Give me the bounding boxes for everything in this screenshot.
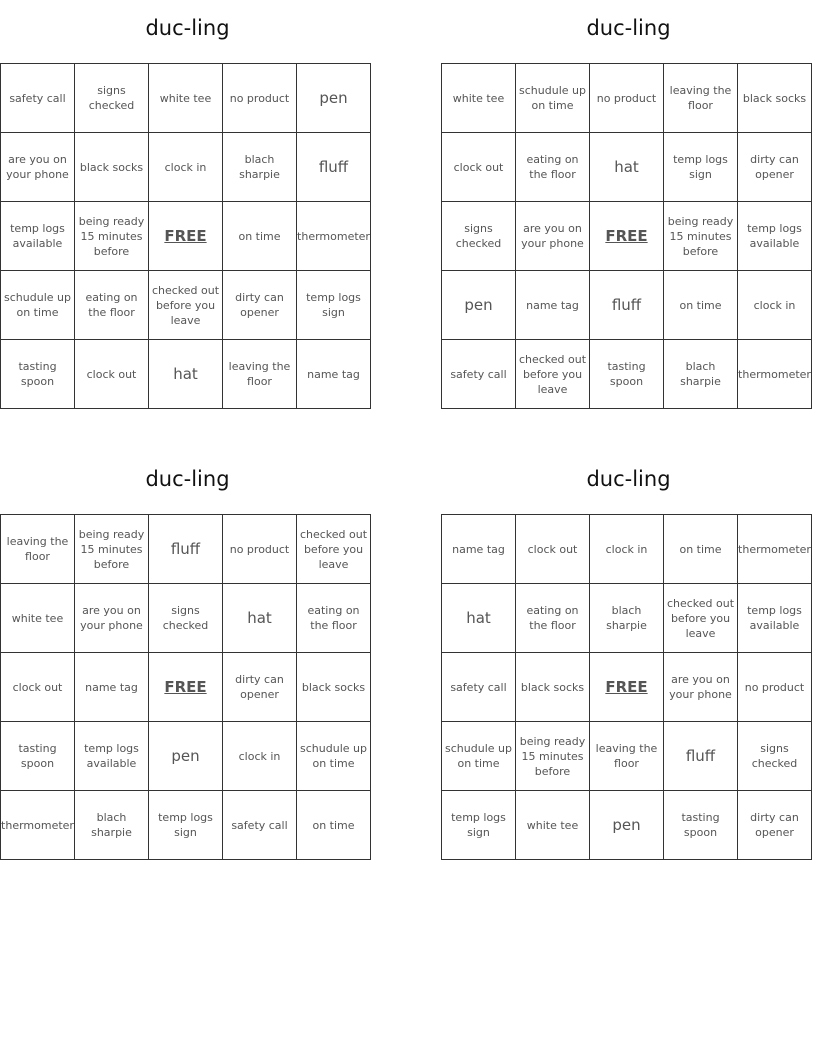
bingo-cell-label: on time xyxy=(679,298,722,312)
bingo-cell[interactable] xyxy=(297,653,371,722)
bingo-cell-label: FREE xyxy=(164,226,207,245)
bingo-cell-label: being ready 15 minutes before xyxy=(667,214,734,258)
bingo-cell[interactable] xyxy=(223,584,297,653)
bingo-cell-label: name tag xyxy=(526,298,579,312)
bingo-cell[interactable] xyxy=(738,653,812,722)
card-title: duc-ling xyxy=(145,16,230,40)
bingo-card-2 xyxy=(441,8,816,408)
bingo-cell[interactable] xyxy=(664,271,738,340)
bingo-cell-label: black socks xyxy=(79,160,144,174)
bingo-cell[interactable] xyxy=(223,515,297,584)
bingo-cell[interactable] xyxy=(664,133,738,202)
bingo-cell[interactable] xyxy=(297,515,371,584)
bingo-cell[interactable] xyxy=(516,202,590,271)
bingo-cell[interactable] xyxy=(738,271,812,340)
bingo-cell-label: being ready 15 minutes before xyxy=(519,734,586,778)
bingo-cell[interactable] xyxy=(590,791,664,860)
bingo-cell-label: dirty can opener xyxy=(750,811,799,839)
bingo-cell-label: white tee xyxy=(159,91,212,105)
bingo-cell[interactable] xyxy=(516,653,590,722)
bingo-cell-label: clock out xyxy=(527,542,578,556)
bingo-cell[interactable] xyxy=(738,340,812,409)
bingo-cell[interactable] xyxy=(297,791,371,860)
bingo-cell-label: clock out xyxy=(453,160,504,174)
bingo-cell[interactable] xyxy=(738,64,812,133)
bingo-cell[interactable] xyxy=(1,133,75,202)
bingo-cell-label: checked out before you leave xyxy=(518,352,587,396)
bingo-cell-label: safety call xyxy=(9,91,66,105)
bingo-cell[interactable] xyxy=(442,791,516,860)
bingo-cell[interactable] xyxy=(738,202,812,271)
bingo-cell[interactable] xyxy=(223,340,297,409)
bingo-cell-label: pen xyxy=(319,88,348,107)
bingo-cell[interactable] xyxy=(297,584,371,653)
bingo-cell-label: schudule up on time xyxy=(445,742,512,770)
bingo-cell[interactable] xyxy=(297,722,371,791)
bingo-cell-label: on time xyxy=(312,818,355,832)
bingo-grid xyxy=(0,514,371,860)
bingo-cell[interactable] xyxy=(738,722,812,791)
bingo-cell[interactable] xyxy=(664,722,738,791)
bingo-cell[interactable] xyxy=(664,202,738,271)
bingo-cell-label: FREE xyxy=(605,226,648,245)
bingo-cell[interactable] xyxy=(664,584,738,653)
bingo-cell-label: eating on the floor xyxy=(307,604,360,632)
bingo-cell[interactable] xyxy=(75,271,149,340)
bingo-cell-label: dirty can opener xyxy=(235,291,284,319)
bingo-cell[interactable] xyxy=(590,133,664,202)
bingo-cell[interactable] xyxy=(149,271,223,340)
bingo-cell-label: are you on your phone xyxy=(80,604,143,632)
bingo-cell-label: dirty can opener xyxy=(235,673,284,701)
bingo-cell-label: checked out before you leave xyxy=(299,527,368,571)
bingo-cell-label: black socks xyxy=(520,680,585,694)
bingo-cell[interactable] xyxy=(664,653,738,722)
bingo-cell-label: checked out before you leave xyxy=(666,596,735,640)
bingo-cell[interactable] xyxy=(442,722,516,791)
bingo-cell-label: temp logs available xyxy=(10,222,65,250)
bingo-cell[interactable] xyxy=(664,791,738,860)
bingo-cell-label: eating on the floor xyxy=(85,291,138,319)
bingo-cell[interactable] xyxy=(297,271,371,340)
card-title: duc-ling xyxy=(145,467,230,491)
bingo-cell[interactable] xyxy=(442,271,516,340)
bingo-cell[interactable] xyxy=(149,64,223,133)
bingo-cell[interactable] xyxy=(223,64,297,133)
bingo-cell-label: name tag xyxy=(452,542,505,556)
bingo-cell[interactable] xyxy=(1,722,75,791)
bingo-cell[interactable] xyxy=(442,340,516,409)
bingo-cell[interactable] xyxy=(75,653,149,722)
bingo-card-1 xyxy=(0,8,375,408)
bingo-cell-label: no product xyxy=(229,542,290,556)
bingo-cell[interactable] xyxy=(442,515,516,584)
bingo-cell-label: temp logs available xyxy=(84,742,139,770)
bingo-cell-label: pen xyxy=(171,746,200,765)
bingo-cell[interactable] xyxy=(442,133,516,202)
bingo-cell-label: hat xyxy=(173,364,198,383)
bingo-cell[interactable] xyxy=(223,653,297,722)
bingo-cell[interactable] xyxy=(297,64,371,133)
bingo-cell-label: blach sharpie xyxy=(239,153,280,181)
bingo-card-3 xyxy=(0,459,375,859)
bingo-cell-label: FREE xyxy=(164,677,207,696)
bingo-cell-label: blach sharpie xyxy=(91,811,132,839)
bingo-cell-label: hat xyxy=(247,608,272,627)
bingo-cell[interactable] xyxy=(75,133,149,202)
bingo-cell-label: schudule up on time xyxy=(4,291,71,319)
bingo-cell-label: leaving the floor xyxy=(595,742,658,770)
bingo-cell[interactable] xyxy=(442,584,516,653)
bingo-cell-label: name tag xyxy=(307,367,360,381)
bingo-cell[interactable] xyxy=(516,64,590,133)
bingo-cell[interactable] xyxy=(590,584,664,653)
bingo-cell-label: hat xyxy=(466,608,491,627)
bingo-cell[interactable] xyxy=(442,653,516,722)
bingo-cell[interactable] xyxy=(738,584,812,653)
bingo-cell[interactable] xyxy=(442,64,516,133)
bingo-cell-label: temp logs sign xyxy=(673,153,728,181)
bingo-cell-label: tasting spoon xyxy=(18,742,57,770)
bingo-cell[interactable] xyxy=(223,271,297,340)
bingo-cell-label: temp logs sign xyxy=(451,811,506,839)
bingo-cell-label: thermometer xyxy=(1,818,74,832)
bingo-cell-label: white tee xyxy=(11,611,64,625)
bingo-cell-label: pen xyxy=(612,815,641,834)
bingo-cell-label: white tee xyxy=(526,818,579,832)
card-title: duc-ling xyxy=(586,16,671,40)
bingo-cell[interactable] xyxy=(516,340,590,409)
bingo-cell[interactable] xyxy=(664,515,738,584)
bingo-cell-label: clock out xyxy=(12,680,63,694)
bingo-cell-label: signs checked xyxy=(88,84,135,112)
free-space-cell[interactable] xyxy=(590,653,664,722)
bingo-cell-label: hat xyxy=(614,157,639,176)
bingo-cell-label: FREE xyxy=(605,677,648,696)
bingo-cell[interactable] xyxy=(516,515,590,584)
bingo-cell-label: blach sharpie xyxy=(606,604,647,632)
bingo-cell-label: safety call xyxy=(450,367,507,381)
bingo-cell-label: no product xyxy=(229,91,290,105)
free-space-cell[interactable] xyxy=(149,202,223,271)
bingo-cell-label: checked out before you leave xyxy=(151,283,220,327)
bingo-cell-label: pen xyxy=(464,295,493,314)
bingo-cell[interactable] xyxy=(297,133,371,202)
bingo-grid xyxy=(0,63,371,409)
bingo-cell-label: are you on your phone xyxy=(669,673,732,701)
bingo-cell-label: leaving the floor xyxy=(669,84,732,112)
bingo-cell-label: thermometer xyxy=(297,229,370,243)
bingo-cell[interactable] xyxy=(149,340,223,409)
bingo-cell[interactable] xyxy=(1,584,75,653)
bingo-cell-label: signs checked xyxy=(455,222,502,250)
bingo-cell-label: fluff xyxy=(611,295,642,314)
bingo-cell-label: signs checked xyxy=(162,604,209,632)
bingo-cell[interactable] xyxy=(75,515,149,584)
bingo-cell[interactable] xyxy=(590,64,664,133)
bingo-cell-label: thermometer xyxy=(738,542,811,556)
bingo-cell[interactable] xyxy=(75,340,149,409)
bingo-cell-label: on time xyxy=(679,542,722,556)
bingo-cell[interactable] xyxy=(590,722,664,791)
bingo-cell-label: clock in xyxy=(238,749,281,763)
bingo-cell[interactable] xyxy=(1,340,75,409)
bingo-cell-label: temp logs available xyxy=(747,604,802,632)
bingo-cell-label: black socks xyxy=(742,91,807,105)
bingo-cell-label: no product xyxy=(744,680,805,694)
bingo-cell[interactable] xyxy=(149,722,223,791)
bingo-cell[interactable] xyxy=(223,791,297,860)
bingo-cell[interactable] xyxy=(75,64,149,133)
bingo-grid xyxy=(441,63,812,409)
bingo-cell-label: on time xyxy=(238,229,281,243)
bingo-cell-label: temp logs sign xyxy=(158,811,213,839)
bingo-cell-label: thermometer xyxy=(738,367,811,381)
bingo-cell[interactable] xyxy=(590,271,664,340)
bingo-grid xyxy=(441,514,812,860)
free-space-cell[interactable] xyxy=(590,202,664,271)
bingo-cell-label: eating on the floor xyxy=(526,153,579,181)
bingo-cell-label: leaving the floor xyxy=(6,535,69,563)
bingo-cell-label: leaving the floor xyxy=(228,360,291,388)
bingo-cell[interactable] xyxy=(149,584,223,653)
bingo-cell-label: schudule up on time xyxy=(300,742,367,770)
bingo-cell-label: fluff xyxy=(318,157,349,176)
bingo-cell[interactable] xyxy=(1,515,75,584)
bingo-cell[interactable] xyxy=(75,722,149,791)
bingo-cell-label: are you on your phone xyxy=(6,153,69,181)
bingo-cell-label: clock in xyxy=(605,542,648,556)
bingo-cell[interactable] xyxy=(1,202,75,271)
bingo-cell-label: black socks xyxy=(301,680,366,694)
bingo-cell[interactable] xyxy=(149,791,223,860)
bingo-cell-label: safety call xyxy=(450,680,507,694)
bingo-cell[interactable] xyxy=(297,202,371,271)
bingo-cell-label: tasting spoon xyxy=(681,811,720,839)
bingo-cell-label: dirty can opener xyxy=(750,153,799,181)
bingo-cell[interactable] xyxy=(664,340,738,409)
bingo-cell[interactable] xyxy=(516,271,590,340)
bingo-cell[interactable] xyxy=(149,515,223,584)
bingo-cell-label: temp logs sign xyxy=(306,291,361,319)
bingo-cell[interactable] xyxy=(516,722,590,791)
bingo-cell-label: safety call xyxy=(231,818,288,832)
bingo-cell-label: clock in xyxy=(753,298,796,312)
bingo-cell-label: signs checked xyxy=(751,742,798,770)
bingo-card-4 xyxy=(441,459,816,859)
bingo-cell[interactable] xyxy=(738,133,812,202)
bingo-cell[interactable] xyxy=(149,133,223,202)
bingo-cell[interactable] xyxy=(223,133,297,202)
bingo-cell-label: are you on your phone xyxy=(521,222,584,250)
bingo-cell[interactable] xyxy=(590,340,664,409)
bingo-cell[interactable] xyxy=(738,791,812,860)
bingo-cell-label: fluff xyxy=(685,746,716,765)
bingo-cell-label: clock in xyxy=(164,160,207,174)
bingo-cell-label: temp logs available xyxy=(747,222,802,250)
bingo-cell[interactable] xyxy=(516,791,590,860)
bingo-cell-label: white tee xyxy=(452,91,505,105)
bingo-cell-label: blach sharpie xyxy=(680,360,721,388)
bingo-cell-label: clock out xyxy=(86,367,137,381)
bingo-cell-label: schudule up on time xyxy=(519,84,586,112)
bingo-cell[interactable] xyxy=(1,64,75,133)
card-title: duc-ling xyxy=(586,467,671,491)
bingo-cell[interactable] xyxy=(1,271,75,340)
bingo-cell[interactable] xyxy=(75,584,149,653)
bingo-cell[interactable] xyxy=(516,133,590,202)
bingo-cell[interactable] xyxy=(297,340,371,409)
bingo-cell[interactable] xyxy=(223,202,297,271)
bingo-cell[interactable] xyxy=(664,64,738,133)
bingo-cell[interactable] xyxy=(442,202,516,271)
free-space-cell[interactable] xyxy=(149,653,223,722)
bingo-cell[interactable] xyxy=(1,791,75,860)
bingo-cell[interactable] xyxy=(738,515,812,584)
bingo-cell-label: eating on the floor xyxy=(526,604,579,632)
bingo-cell[interactable] xyxy=(1,653,75,722)
bingo-cell[interactable] xyxy=(75,791,149,860)
bingo-cell[interactable] xyxy=(590,515,664,584)
bingo-cell[interactable] xyxy=(223,722,297,791)
bingo-cell[interactable] xyxy=(516,584,590,653)
bingo-cell-label: tasting spoon xyxy=(607,360,646,388)
bingo-cell-label: being ready 15 minutes before xyxy=(78,527,145,571)
bingo-cell-label: no product xyxy=(596,91,657,105)
bingo-cell-label: tasting spoon xyxy=(18,360,57,388)
bingo-cell[interactable] xyxy=(75,202,149,271)
bingo-cell-label: being ready 15 minutes before xyxy=(78,214,145,258)
bingo-cell-label: fluff xyxy=(170,539,201,558)
bingo-cell-label: name tag xyxy=(85,680,138,694)
